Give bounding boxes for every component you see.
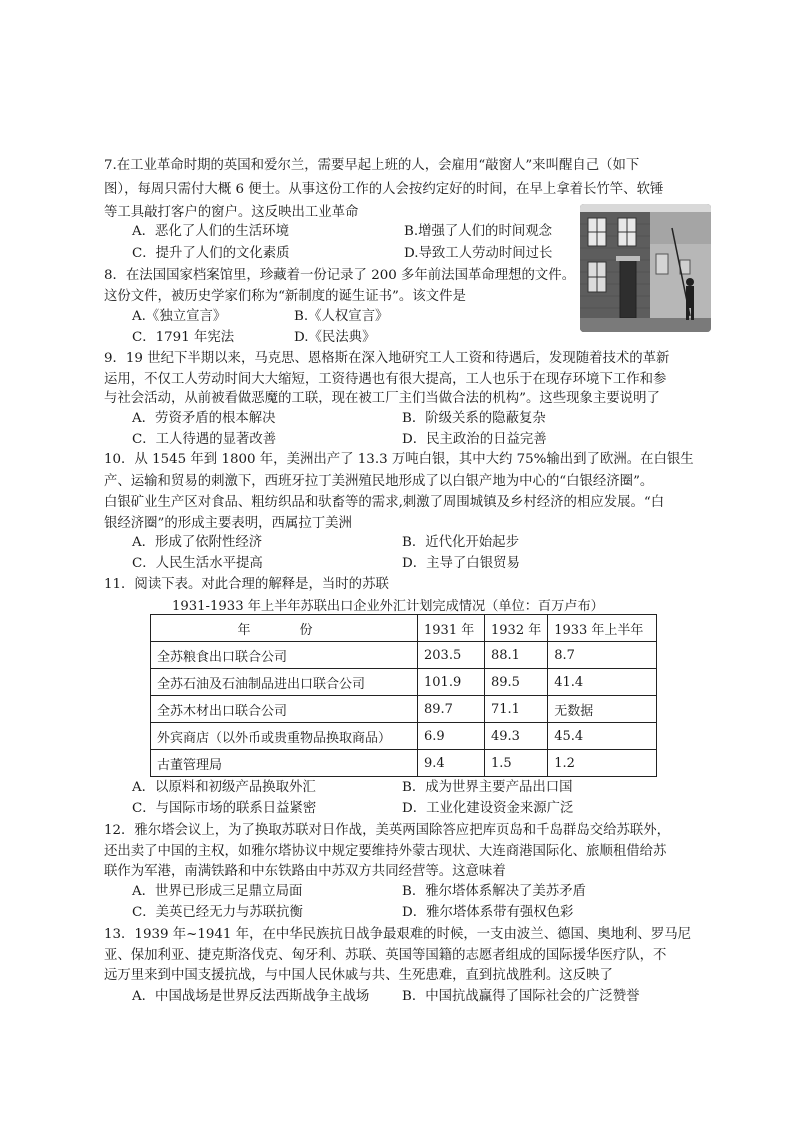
table-cell: 外宾商店（以外币或贵重物品换取商品） (151, 723, 418, 750)
q10-option-d: D．主导了白银贸易 (402, 556, 520, 571)
q12-line-1: 12．雅尔塔会议上，为了换取苏联对日作战，美英两国除答应把库页岛和千岛群岛交给苏联外， (104, 823, 671, 838)
q13-line-3: 远万里来到中国支援抗战，与中国人民休戚与共、生死患难，直到抗战胜利。这反映了 (104, 968, 613, 983)
q10-option-c: C．人民生活水平提高 (132, 556, 263, 571)
q12-line-3: 联作为军港，南满铁路和中东铁路由中苏双方共同经营等。这意味着 (104, 864, 506, 879)
q12-option-b: B．雅尔塔体系解决了美苏矛盾 (402, 884, 586, 899)
table-header-cell: 1933 年上半年 (548, 615, 657, 642)
table-cell: 6.9 (418, 723, 485, 750)
table-cell: 无数据 (548, 696, 657, 723)
table-header-cell: 1932 年 (485, 615, 548, 642)
q12-option-a: A．世界已形成三足鼎立局面 (132, 884, 303, 899)
q13-option-a: A．中国战场是世界反法西斯战争主战场 (132, 989, 370, 1004)
q10-line-4: 银经济圈”的形成主要表明，西属拉丁美洲 (104, 516, 352, 531)
q12-option-c: C．美英已经无力与苏联抗衡 (132, 905, 303, 920)
table-cell: 71.1 (485, 696, 548, 723)
table-header-row (151, 615, 657, 642)
knocker-upper-photo (580, 204, 711, 332)
q10-line-3: 白银矿业生产区对食品、粗纺织品和驮畜等的需求,刺激了周围城镇及乡村经济的相应发展。“白 (104, 495, 665, 510)
table-cell: 全苏石油及石油制品进出口联合公司 (151, 669, 418, 696)
q10-option-a: A．形成了依附性经济 (132, 535, 263, 550)
q8-line-2: 这份文件，被历史学家们称为“新制度的诞生证书”。该文件是 (104, 289, 466, 304)
table-cell: 全苏粮食出口联合公司 (151, 642, 418, 669)
q9-option-a: A．劳资矛盾的根本解决 (132, 411, 276, 426)
export-table (150, 614, 657, 777)
table-cell: 1.2 (548, 750, 657, 777)
q8-option-d: D.《民法典》 (294, 330, 376, 345)
table-cell: 101.9 (418, 669, 485, 696)
table-caption: 1931-1933 年上半年苏联出口企业外汇计划完成情况（单位：百万卢布） (172, 599, 604, 614)
table-cell: 45.4 (548, 723, 657, 750)
q11-line-1: 11．阅读下表。对此合理的解释是，当时的苏联 (104, 577, 389, 592)
q8-option-b: B.《人权宣言》 (294, 309, 389, 324)
q11-option-b: B．成为世界主要产品出口国 (402, 780, 573, 795)
table-row (151, 669, 657, 696)
q9-line-3: 与社会活动，从前被看做恶魔的工联，现在被工厂主们当做合法的机构”。这些现象主要说明了 (104, 391, 660, 406)
q7-option-a: A．恶化了人们的生活环境 (132, 224, 289, 239)
q12-line-2: 还出卖了中国的主权，如雅尔塔协议中规定要维持外蒙古现状、大连商港国际化、旅顺租借给苏 (104, 844, 667, 859)
q13-line-1: 13．1939 年~1941 年，在中华民族抗日战争最艰难的时候，一支由波兰、德国、奥地利、罗马尼 (104, 927, 691, 942)
table-cell: 88.1 (485, 642, 548, 669)
q7-line-3: 等工具敲打客户的窗户。这反映出工业革命 (104, 205, 359, 220)
table-cell: 89.5 (485, 669, 548, 696)
q9-option-c: C．工人待遇的显著改善 (132, 432, 277, 447)
table-cell: 89.7 (418, 696, 485, 723)
q8-line-1: 8．在法国国家档案馆里，珍藏着一份记录了 200 多年前法国革命理想的文件。 (104, 268, 576, 283)
q9-line-1: 9．19 世纪下半期以来，马克思、恩格斯在深入地研究工人工资和待遇后，发现随着技术的革新 (104, 351, 670, 366)
q7-line-1: 7.在工业革命时期的英国和爱尔兰，需要早起上班的人，会雇用“敲窗人”来叫醒自己（如下 (104, 158, 640, 173)
table-cell: 203.5 (418, 642, 485, 669)
table-row (151, 723, 657, 750)
table-cell: 古董管理局 (151, 750, 418, 777)
table-row (151, 642, 657, 669)
q9-line-2: 运用，不仅工人劳动时间大大缩短，工资待遇也有很大提高，工人也乐于在现存环境下工作和参 (104, 372, 667, 387)
q8-option-c: C．1791 年宪法 (132, 330, 235, 345)
q11-option-a: A．以原料和初级产品换取外汇 (132, 780, 316, 795)
table-cell: 1.5 (485, 750, 548, 777)
q12-option-d: D．雅尔塔体系带有强权色彩 (402, 905, 574, 920)
table-cell: 9.4 (418, 750, 485, 777)
q7-line-2: 图），每周只需付大概 6 便士。从事这份工作的人会按约定好的时间，在早上拿着长竹竿、软锤 (104, 182, 664, 197)
table-cell: 49.3 (485, 723, 548, 750)
q9-option-d: D．民主政治的日益完善 (402, 432, 547, 447)
q7-option-d: D.导致工人劳动时间过长 (404, 246, 553, 261)
q10-option-b: B．近代化开始起步 (402, 535, 519, 550)
table-cell: 全苏木材出口联合公司 (151, 696, 418, 723)
q7-option-b: B.增强了人们的时间观念 (404, 224, 553, 239)
q10-line-2: 产、运输和贸易的刺激下，西班牙拉丁美洲殖民地形成了以白银产地为中心的“白银经济圈”。 (104, 474, 654, 489)
table-cell: 8.7 (548, 642, 657, 669)
q9-option-b: B．阶级关系的隐蔽复杂 (402, 411, 546, 426)
table-row (151, 696, 657, 723)
q7-option-c: C．提升了人们的文化素质 (132, 246, 290, 261)
table-row (151, 750, 657, 777)
q8-option-a: A.《独立宣言》 (132, 309, 227, 324)
q13-line-2: 亚、保加利亚、捷克斯洛伐克、匈牙利、苏联、英国等国籍的志愿者组成的国际援华医疗队，不 (104, 948, 667, 963)
table-cell: 41.4 (548, 669, 657, 696)
table-header-cell: 年 份 (151, 615, 418, 642)
q10-line-1: 10．从 1545 年到 1800 年，美洲出产了 13.3 万吨白银，其中大约 75%输出到了欧洲。在白银生 (104, 452, 694, 467)
q11-option-d: D．工业化建设资金来源广泛 (402, 801, 574, 816)
q13-option-b: B．中国抗战赢得了国际社会的广泛赞誉 (402, 989, 640, 1004)
q11-option-c: C．与国际市场的联系日益紧密 (132, 801, 317, 816)
table-header-cell: 1931 年 (418, 615, 485, 642)
